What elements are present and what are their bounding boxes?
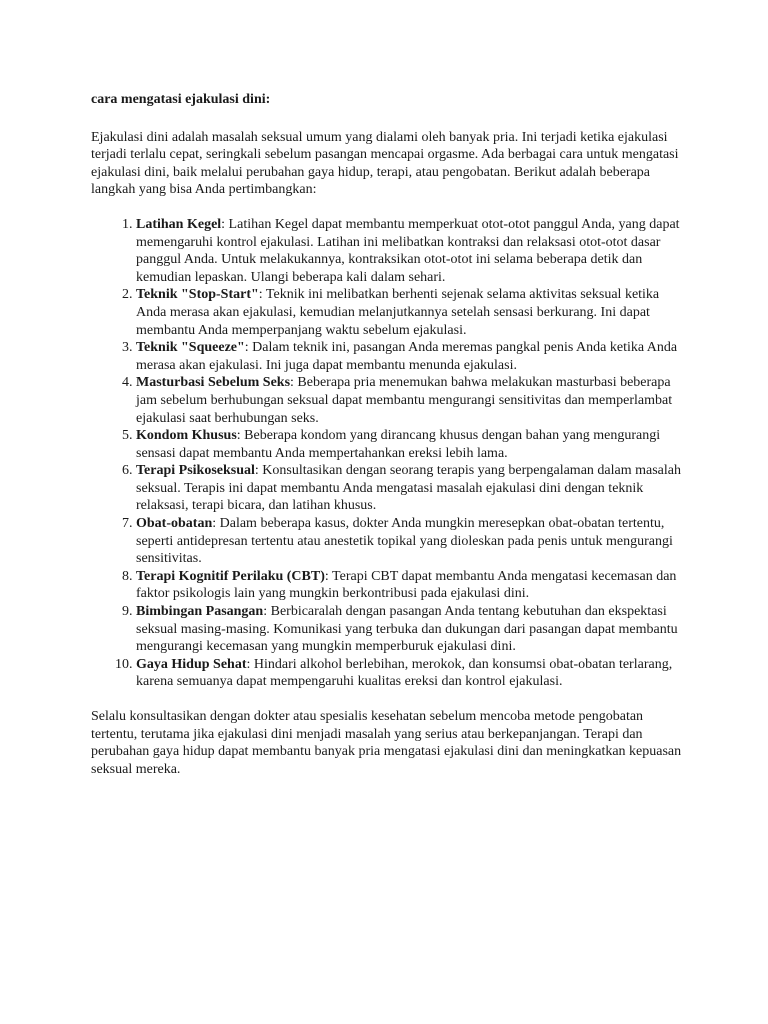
item-term: Kondom Khusus	[136, 428, 237, 444]
list-item	[136, 374, 687, 427]
item-term: Latihan Kegel	[136, 216, 222, 232]
item-text: : Terapi CBT dapat membantu Anda mengatasi kecemasan dan faktor psikologis lain yang mungkin berkontribusi pada ejakulasi dini.	[136, 568, 677, 602]
item-text: : Hindari alkohol berlebihan, merokok, dan konsumsi obat-obatan terlarang, karena semuanya dapat mempengaruhi kualitas ereksi dan kontrol ejakulasi.	[136, 656, 673, 690]
list-item	[136, 515, 687, 568]
item-term: Teknik "Stop-Start"	[136, 287, 259, 303]
list-item	[136, 427, 687, 462]
item-text: : Beberapa kondom yang dirancang khusus dengan bahan yang mengurangi sensasi dapat membantu Anda mempertahankan ereksi lebih lama.	[136, 428, 661, 461]
intro-paragraph: Ejakulasi dini adalah masalah seksual umum yang dialami oleh banyak pria. Ini terjadi ketika ejakulasi terjadi terlalu cepat, seringkali sebelum pasangan mencapai orgasme. Ada berbagai cara untuk mengatasi ejakulasi dini, baik melalui perubahan gaya hidup, terapi, atau pengobatan. Berikut adalah beberapa langkah yang bisa Anda pertimbangkan:	[91, 129, 679, 198]
item-text: : Latihan Kegel dapat membantu memperkuat otot-otot panggul Anda, yang dapat memengaruhi kontrol ejakulasi. Latihan ini melibatkan kontraksi dan relaksasi otot-otot dasar panggul Anda. Untuk melakukannya, kontraksikan otot-otot ini selama beberapa detik dan kemudian lepaskan. Ulangi beberapa kali dalam sehari.	[136, 216, 680, 285]
item-text: : Beberapa pria menemukan bahwa melakukan masturbasi beberapa jam sebelum berhubungan seksual dapat membantu mengurangi sensitivitas dan memperlambat ejakulasi saat berhubungan seks.	[136, 375, 673, 426]
item-term: Terapi Psikoseksual	[136, 463, 255, 479]
item-term: Gaya Hidup Sehat	[136, 656, 247, 672]
steps-list	[91, 216, 687, 691]
list-item	[136, 568, 687, 603]
item-term: Terapi Kognitif Perilaku (CBT)	[136, 568, 325, 584]
list-item	[136, 462, 687, 515]
item-text: : Berbicaralah dengan pasangan Anda tentang kebutuhan dan ekspektasi seksual masing-masing. Komunikasi yang terbuka dan dukungan dari pasangan dapat membantu mengurangi kecemasan yang mungkin memperburuk ejakulasi dini.	[136, 604, 678, 655]
item-text: : Teknik ini melibatkan berhenti sejenak selama aktivitas seksual ketika Anda merasa akan ejakulasi, kemudian melanjutkannya setelah sensasi berkurang. Ini dapat membantu Anda memperpanjang waktu sebelum ejakulasi.	[136, 287, 660, 338]
list-item	[136, 339, 687, 374]
item-text: : Dalam teknik ini, pasangan Anda meremas pangkal penis Anda ketika Anda merasa akan ejakulasi. Ini juga dapat membantu menunda ejakulasi.	[136, 340, 678, 373]
closing-paragraph: Selalu konsultasikan dengan dokter atau spesialis kesehatan sebelum mencoba metode pengobatan tertentu, terutama jika ejakulasi dini menjadi masalah yang serius atau berkepanjangan. Terapi dan perubahan gaya hidup dapat membantu banyak pria mengatasi ejakulasi dini dan meningkatkan kepuasan seksual mereka.	[91, 709, 682, 777]
item-term: Obat-obatan	[136, 516, 213, 532]
list-item	[136, 286, 687, 339]
item-term: Teknik "Squeeze"	[136, 340, 245, 356]
list-item	[136, 656, 687, 691]
item-term: Masturbasi Sebelum Seks	[136, 375, 291, 391]
list-item	[136, 603, 687, 656]
document-title: cara mengatasi ejakulasi dini:	[91, 92, 271, 107]
item-term: Bimbingan Pasangan	[136, 604, 264, 620]
item-text: : Konsultasikan dengan seorang terapis yang berpengalaman dalam masalah seksual. Terapis ini dapat membantu Anda mengatasi masalah ejakulasi dini dengan teknik relaksasi, terapi bicara, dan latihan khusus.	[136, 463, 681, 514]
list-item	[136, 216, 687, 286]
item-text: : Dalam beberapa kasus, dokter Anda mungkin meresepkan obat-obatan tertentu, seperti antidepresan tertentu atau anestetik topikal yang dioleskan pada penis untuk mengurangi sensitivitas.	[136, 516, 673, 567]
document-page	[91, 91, 687, 778]
